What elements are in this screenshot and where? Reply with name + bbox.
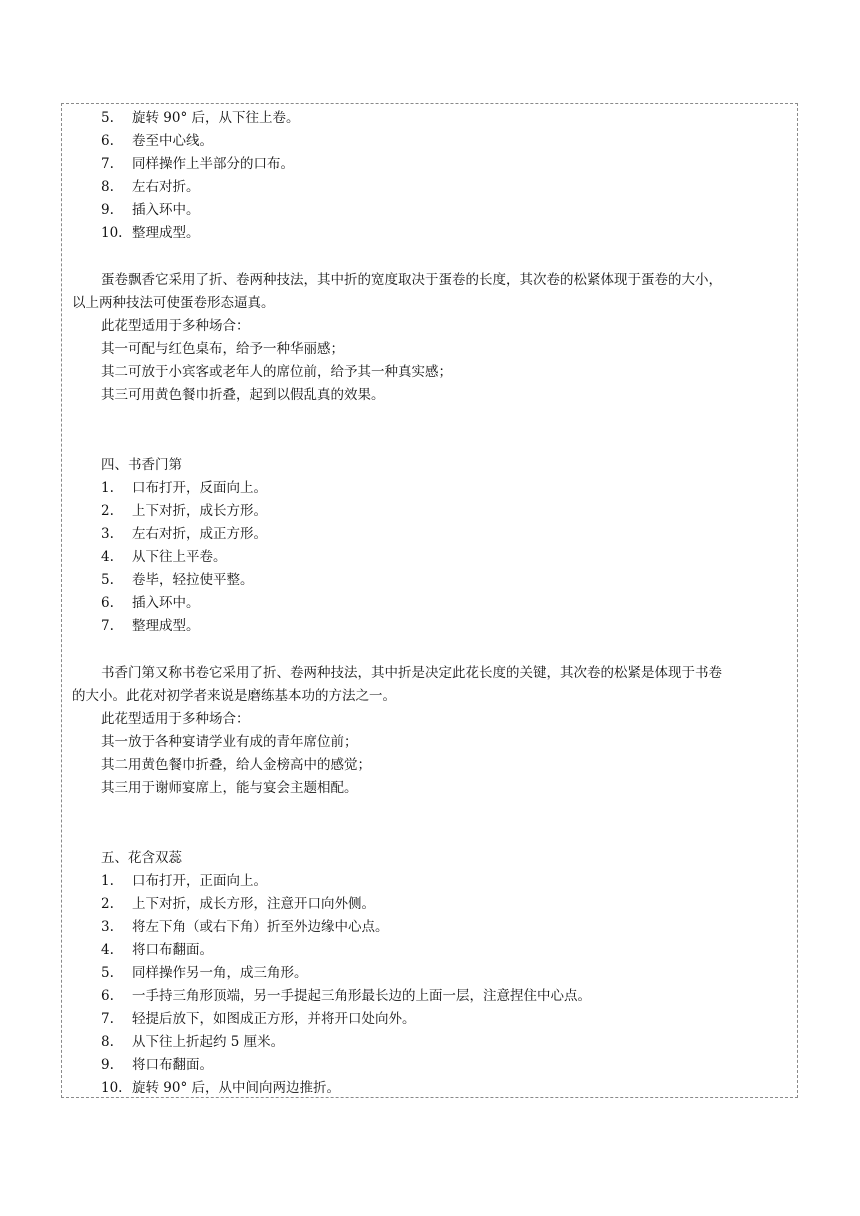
document-page-frame: [61, 103, 798, 1098]
step-number: 6.: [101, 988, 114, 1004]
paragraph-line: 蛋卷飘香它采用了折、卷两种技法，其中折的宽度取决于蛋卷的长度，其次卷的松紧体现于蛋卷的大小，: [101, 272, 722, 288]
step-text: 同样操作上半部分的口布。: [132, 156, 294, 172]
step-number: 1.: [101, 873, 114, 889]
step-text: 一手持三角形顶端，另一手提起三角形最长边的上面一层，注意捏住中心点。: [132, 988, 591, 1004]
step-number: 5.: [101, 572, 114, 588]
paragraph-line: 的大小。此花对初学者来说是磨练基本功的方法之一。: [72, 688, 396, 704]
step-number: 9.: [101, 1057, 114, 1073]
step-number: 4.: [101, 942, 114, 958]
step-text: 同样操作另一角，成三角形。: [132, 965, 308, 981]
step-text: 卷至中心线。: [132, 133, 213, 149]
paragraph-line: 其三用于谢师宴席上，能与宴会主题相配。: [101, 780, 358, 796]
step-number: 2.: [101, 896, 114, 912]
step-number: 2.: [101, 503, 114, 519]
step-text: 将左下角（或右下角）折至外边缘中心点。: [132, 919, 389, 935]
step-text: 旋转 90° 后，从中间向两边推折。: [132, 1080, 341, 1096]
step-text: 从下往上平卷。: [132, 549, 227, 565]
paragraph-line: 以上两种技法可使蛋卷形态逼真。: [72, 295, 275, 311]
step-number: 6.: [101, 133, 114, 149]
paragraph-line: 其二可放于小宾客或老年人的席位前，给予其一种真实感；: [101, 364, 452, 380]
step-number: 10.: [101, 225, 123, 241]
step-text: 上下对折，成长方形。: [132, 503, 267, 519]
step-number: 5.: [101, 965, 114, 981]
step-number: 3.: [101, 526, 114, 542]
paragraph-line: 其一放于各种宴请学业有成的青年席位前；: [101, 734, 358, 750]
step-text: 旋转 90° 后，从下往上卷。: [132, 110, 300, 126]
step-text: 轻提后放下，如图成正方形，并将开口处向外。: [132, 1011, 416, 1027]
paragraph-line: 书香门第又称书卷它采用了折、卷两种技法，其中折是决定此花长度的关键，其次卷的松紧是体现于书卷: [101, 665, 722, 681]
paragraph-line: 其二用黄色餐巾折叠，给人金榜高中的感觉；: [101, 757, 371, 773]
step-number: 7.: [101, 156, 114, 172]
step-number: 3.: [101, 919, 114, 935]
step-text: 卷毕，轻拉使平整。: [132, 572, 254, 588]
paragraph-line: 其三可用黄色餐巾折叠，起到以假乱真的效果。: [101, 387, 385, 403]
step-text: 整理成型。: [132, 618, 200, 634]
paragraph-line: 此花型适用于多种场合：: [101, 318, 250, 334]
paragraph-line: 其一可配与红色桌布，给予一种华丽感；: [101, 341, 344, 357]
step-text: 整理成型。: [132, 225, 200, 241]
step-text: 插入环中。: [132, 595, 200, 611]
step-text: 将口布翻面。: [132, 942, 213, 958]
step-text: 上下对折，成长方形，注意开口向外侧。: [132, 896, 375, 912]
section-heading: 四、书香门第: [101, 457, 182, 473]
step-number: 10.: [101, 1080, 123, 1096]
step-number: 4.: [101, 549, 114, 565]
step-number: 6.: [101, 595, 114, 611]
step-number: 8.: [101, 1034, 114, 1050]
step-text: 口布打开，反面向上。: [132, 480, 267, 496]
step-text: 左右对折。: [132, 179, 200, 195]
step-number: 5.: [101, 110, 114, 126]
step-text: 将口布翻面。: [132, 1057, 213, 1073]
step-text: 口布打开，正面向上。: [132, 873, 267, 889]
paragraph-line: 此花型适用于多种场合：: [101, 711, 250, 727]
step-number: 9.: [101, 202, 114, 218]
section-heading: 五、花含双蕊: [101, 850, 182, 866]
step-text: 插入环中。: [132, 202, 200, 218]
step-text: 左右对折，成正方形。: [132, 526, 267, 542]
step-text: 从下往上折起约 5 厘米。: [132, 1034, 285, 1050]
step-number: 7.: [101, 1011, 114, 1027]
step-number: 7.: [101, 618, 114, 634]
step-number: 1.: [101, 480, 114, 496]
step-number: 8.: [101, 179, 114, 195]
